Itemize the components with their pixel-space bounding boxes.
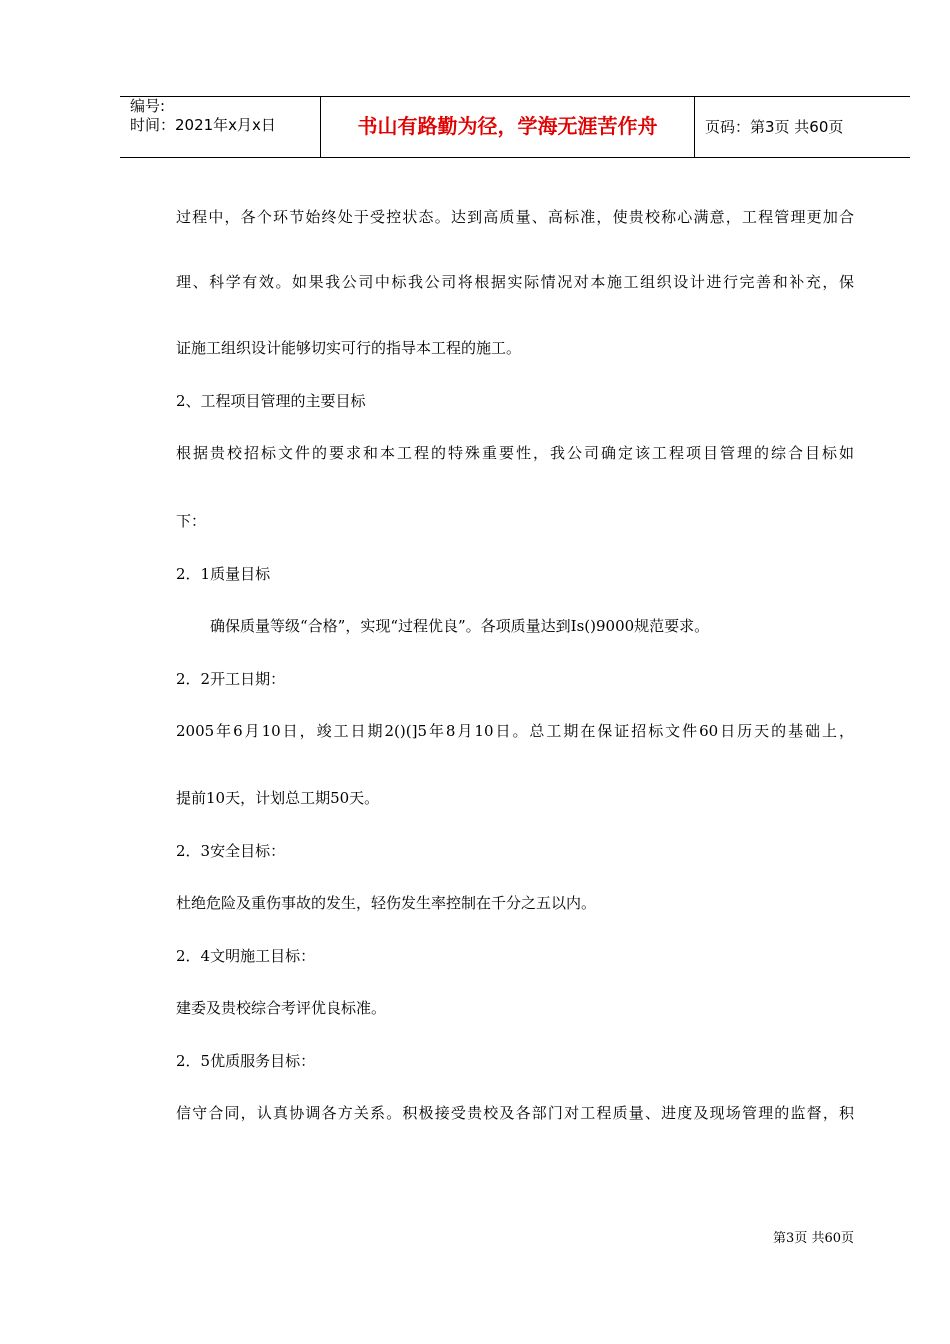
header-page-number: 页码：第3页 共60页 bbox=[705, 118, 844, 136]
body-line: 信守合同，认真协调各方关系。积极接受贵校及各部门对工程质量、进度及现场管理的监督，积 bbox=[176, 1104, 854, 1122]
header-motto: 书山有路勤为径，学海无涯苦作舟 bbox=[357, 114, 658, 138]
subsection-heading: 2．4文明施工目标： bbox=[176, 947, 316, 965]
body-line: 建委及贵校综合考评优良标准。 bbox=[176, 999, 387, 1017]
header-info-cell bbox=[120, 97, 321, 157]
body-line: 过程中，各个环节始终处于受控状态。达到高质量、高标准，使贵校称心满意，工程管理更加合 bbox=[176, 208, 854, 226]
body-line: 提前10天，计划总工期50天。 bbox=[176, 789, 380, 807]
body-line: 根据贵校招标文件的要求和本工程的特殊重要性，我公司确定该工程项目管理的综合目标如 bbox=[176, 444, 854, 462]
header-motto-cell bbox=[321, 97, 695, 157]
body-line: 确保质量等级“合格”，实现“过程优良”。各项质量达到Is()9000规范要求。 bbox=[210, 617, 710, 635]
document-date-label: 时间：2021年x月x日 bbox=[130, 116, 276, 134]
section-heading: 2、工程项目管理的主要目标 bbox=[176, 392, 366, 410]
subsection-heading: 2．3安全目标： bbox=[176, 842, 286, 860]
body-line: 证施工组织设计能够切实可行的指导本工程的施工。 bbox=[176, 339, 522, 357]
subsection-heading: 2．5优质服务目标： bbox=[176, 1052, 316, 1070]
body-line: 理、科学有效。如果我公司中标我公司将根据实际情况对本施工组织设计进行完善和补充，保 bbox=[176, 273, 854, 291]
subsection-heading: 2．2开工日期： bbox=[176, 670, 286, 688]
body-line: 下： bbox=[176, 512, 207, 530]
body-line: 杜绝危险及重伤事故的发生，轻伤发生率控制在千分之五以内。 bbox=[176, 894, 597, 912]
body-line: 2005年6月10日，竣工日期2()(]5年8月10日。总工期在保证招标文件60日历天的基础上， bbox=[176, 722, 854, 740]
footer-page-number: 第3页 共60页 bbox=[773, 1231, 854, 1246]
document-code-label: 编号: bbox=[130, 97, 166, 115]
header-page-cell bbox=[695, 97, 910, 157]
subsection-heading: 2．1质量目标 bbox=[176, 565, 271, 583]
page-header bbox=[120, 96, 910, 158]
